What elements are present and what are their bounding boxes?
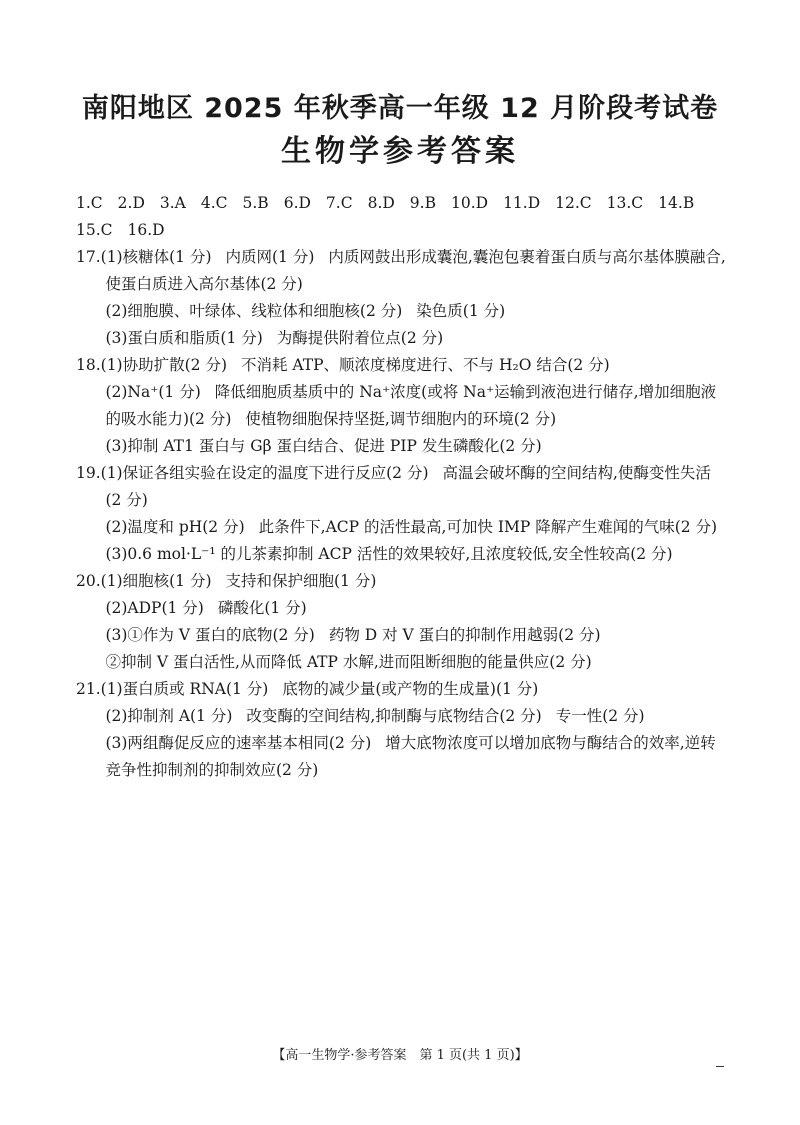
mc-answer: 13.C: [606, 194, 644, 212]
question-19-part-1: [76, 460, 726, 514]
question-19-part-3: [76, 541, 726, 568]
question-17-part-1: [76, 244, 726, 298]
mc-answer: 8.D: [367, 194, 395, 212]
question-21-part-1: [76, 676, 726, 703]
answer-key-title: 生物学参考答案: [281, 134, 519, 169]
page-footer: 【高一生物学·参考答案 第 1 页(共 1 页)】: [272, 1048, 528, 1063]
answer-segment: 不消耗 ATP、顺浓度梯度进行、不与 H₂O 结合(2 分): [241, 356, 610, 374]
answer-segment: (3)两组酶促反应的速率基本相同(2 分): [105, 734, 372, 752]
mc-answer: 10.D: [450, 194, 489, 212]
answer-segment: 使植物细胞保持坚挺,调节细胞内的环境(2 分): [245, 410, 557, 428]
mc-answer: 14.B: [658, 194, 695, 212]
mc-answer: 5.B: [242, 194, 269, 212]
answer-segment: 增大底物浓度可以增加底物与酶结合的效率,逆转竞争性抑制剂的抑制效应(2 分): [105, 734, 716, 779]
mc-answer: 1.C: [76, 194, 103, 212]
answer-segment: (3)0.6 mol·L⁻¹ 的儿茶素抑制 ACP 活性的效果较好,且浓度较低,安全性较高(2 分): [105, 545, 673, 563]
answer-segment: (3)抑制 AT1 蛋白与 Gβ 蛋白结合、促进 PIP 发生磷酸化(2 分): [105, 437, 542, 455]
question-18-part-3: [76, 433, 726, 460]
answer-segment: 改变酶的空间结构,抑制酶与底物结合(2 分): [246, 707, 542, 725]
question-19-part-2: [76, 514, 726, 541]
answer-segment: 底物的减少量(或产物的生成量)(1 分): [282, 680, 539, 698]
question-17-part-3: [76, 325, 726, 352]
mc-answer: 3.A: [159, 194, 186, 212]
answer-segment: 21.(1)蛋白质或 RNA(1 分): [76, 680, 269, 698]
mc-answer: 16.D: [127, 221, 165, 239]
answer-segment: 染色质(1 分): [416, 302, 506, 320]
answer-segment: 内质网鼓出形成囊泡,囊泡包裹着蛋白质与高尔基体膜融合,使蛋白质进入高尔基体(2 分): [105, 248, 726, 293]
answer-segment: 支持和保护细胞(1 分): [225, 572, 377, 590]
mc-answer: 15.C: [76, 221, 113, 239]
answer-segment: 为酶提供附着位点(2 分): [276, 329, 444, 347]
answer-segment: ②抑制 V 蛋白活性,从而降低 ATP 水解,进而阻断细胞的能量供应(2 分): [105, 653, 592, 671]
page-mark: [716, 1066, 724, 1067]
answer-segment: 17.(1)核糖体(1 分): [76, 248, 212, 266]
mc-answer: 6.D: [283, 194, 311, 212]
answer-segment: 专一性(2 分): [555, 707, 645, 725]
answer-segment: 此条件下,ACP 的活性最高,可加快 IMP 降解产生难闻的气味(2 分): [258, 518, 718, 536]
mc-answer: 12.C: [555, 194, 592, 212]
answer-body: [76, 190, 726, 784]
multiple-choice-answers: [76, 190, 726, 244]
answer-segment: (3)①作为 V 蛋白的底物(2 分): [105, 626, 315, 644]
answer-segment: 高温会破坏酶的空间结构,使酶变性失活(2 分): [105, 464, 711, 509]
mc-answer: 7.C: [325, 194, 353, 212]
question-21-part-2: [76, 703, 726, 730]
question-18-part-1: [76, 352, 726, 379]
answer-segment: 20.(1)细胞核(1 分): [76, 572, 212, 590]
question-20-part-3: [76, 622, 726, 649]
answer-segment: 19.(1)保证各组实验在设定的温度下进行反应(2 分): [76, 464, 429, 482]
answer-segment: 磷酸化(1 分): [217, 599, 307, 617]
exam-title: 南阳地区 2025 年秋季高一年级 12 月阶段考试卷: [81, 93, 719, 124]
question-20-part-2: [76, 595, 726, 622]
mc-answer: 2.D: [117, 194, 145, 212]
answer-segment: (2)温度和 pH(2 分): [105, 518, 245, 536]
mc-answer: 4.C: [200, 194, 228, 212]
question-20-part-1: [76, 568, 726, 595]
answer-segment: (2)ADP(1 分): [105, 599, 204, 617]
question-21-part-3: [76, 730, 726, 784]
question-18-part-2: [76, 379, 726, 433]
answer-segment: 内质网(1 分): [225, 248, 315, 266]
question-17-part-2: [76, 298, 726, 325]
mc-answer: 9.B: [409, 194, 436, 212]
answer-segment: (2)细胞膜、叶绿体、线粒体和细胞核(2 分): [105, 302, 403, 320]
answer-segment: 药物 D 对 V 蛋白的抑制作用越弱(2 分): [328, 626, 601, 644]
answer-segment: 18.(1)协助扩散(2 分): [76, 356, 227, 374]
answer-segment: (3)蛋白质和脂质(1 分): [105, 329, 263, 347]
question-20-part-3-item-2: [76, 649, 726, 676]
answer-segment: 降低细胞质基质中的 Na⁺浓度(或将 Na⁺运输到液泡进行储存,增加细胞液的吸水能力)(2 分): [105, 383, 717, 428]
answer-segment: (2)Na⁺(1 分): [105, 383, 201, 401]
mc-answer: 11.D: [503, 194, 541, 212]
answer-segment: (2)抑制剂 A(1 分): [105, 707, 233, 725]
